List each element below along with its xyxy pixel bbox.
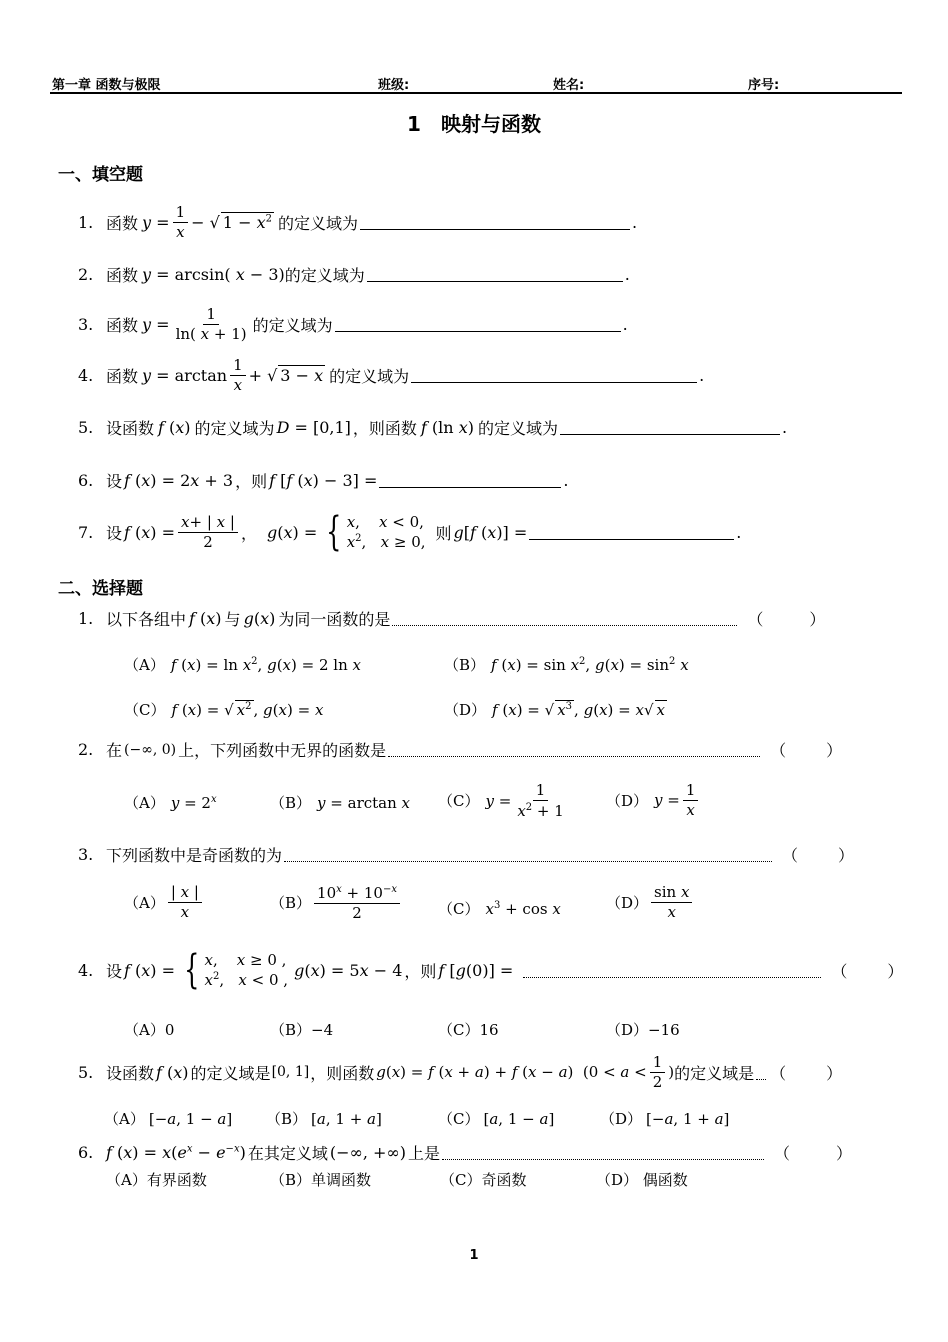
option-a[interactable]: （A） $y = 2^x$ (124, 793, 217, 812)
question-text: 设 (106, 961, 123, 981)
question-number: 1. (78, 212, 94, 232)
option-c[interactable]: （C） y = $\frac{1}{x^2 + 1}$ (438, 781, 564, 820)
question-text: 函数 (106, 213, 139, 233)
option-a[interactable]: （A） [−a, 1 − a] (104, 1109, 233, 1128)
option-d[interactable]: （D） 偶函数 (596, 1171, 688, 1189)
question-text: 上，下列函数中无界的函数是 (178, 741, 387, 760)
answer-leader (442, 1145, 764, 1160)
option-b[interactable]: （B） f $(x) = \sin x^2$, $g(x) = \sin^2 x$ (444, 655, 689, 674)
answer-blank[interactable] (367, 267, 623, 282)
question-text: 的定义域为 (194, 419, 275, 438)
answer-blank[interactable] (360, 215, 630, 230)
option-a[interactable]: （A）有界函数 (106, 1171, 207, 1189)
fill-question-3: 3. 函数 y = $\frac{1}{\ln( x + 1)}$ 的定义域为 . (78, 305, 628, 343)
question-text: 的定义域为 (477, 419, 558, 438)
question-text: ，则函数 (352, 419, 417, 438)
option-c[interactable]: （C） f (x) = √ $x^2$ , g(x) = x (124, 700, 324, 719)
question-text: ，则 (404, 961, 437, 981)
fill-question-1: 1. 函数 y = $\frac{1}{x}$ − √ $1 - x^2$ 的定义域为 . (78, 203, 638, 241)
answer-blank[interactable] (411, 368, 697, 383)
question-number: 5. (78, 418, 94, 437)
section-fill-blank-heading: 一、填空题 (58, 165, 143, 185)
chapter-label: 第一章 函数与极限 (52, 78, 161, 93)
question-number: 6. (78, 471, 94, 490)
question-text: 在其定义域 (247, 1144, 328, 1163)
question-text: 的定义域为 (277, 213, 358, 233)
choice-question-5: 5. 设函数 f (x) 的定义域是 [0, 1] ，则函数 g(x) = f (x + a) + f (x − a) (0 < a < $\frac{1}{2}$ ) 的定义域是 （ ） (78, 1053, 843, 1091)
question-text: 的定义域为 (252, 315, 333, 335)
question-number: 4. (78, 960, 94, 980)
option-a[interactable]: （A）0 (124, 1021, 175, 1039)
choice-question-1: 1. 以下各组中 f (x) 与 g(x) 为同一函数的是 （ ） (78, 609, 826, 629)
fill-question-6: 6. 设 f (x) = 2x + 3 ，则 f [f (x) − 3] = . (78, 471, 569, 491)
option-b[interactable]: （B）单调函数 (270, 1171, 372, 1189)
answer-blank[interactable] (529, 525, 734, 540)
option-d[interactable]: （D） $\frac{\text{sin x}}{x}$ (606, 884, 695, 920)
option-b[interactable]: （B）−4 (270, 1021, 334, 1039)
option-a[interactable]: （A） f $(x) = \ln x^2$, g(x) = 2 ln x (124, 655, 361, 674)
question-text: 下列函数中是奇函数的为 (106, 846, 283, 865)
question-text: 设函数 (106, 1063, 155, 1083)
option-c[interactable]: （C） $x^3 + \cos x$ (438, 899, 561, 918)
question-text: 的定义域是 (190, 1063, 271, 1083)
choice-question-6: 6. f $(x) = x(e^x - e^{-x})$ 在其定义域 (−∞, +∞) 上是 （ ） (78, 1143, 853, 1163)
question-text: 则 (435, 523, 452, 543)
answer-leader (756, 1065, 766, 1080)
question-text: 的定义域为 (284, 266, 365, 285)
question-number: 3. (78, 314, 94, 334)
question-text: 以下各组中 (106, 610, 187, 629)
question-text: 函数 (106, 315, 139, 335)
question-number: 3. (78, 845, 94, 864)
question-number: 5. (78, 1062, 94, 1082)
answer-paren[interactable]: （ ） (773, 1144, 853, 1163)
option-a[interactable]: （A） $\frac{| x |}{x}$ (124, 884, 205, 920)
question-text: ，则 (235, 472, 268, 491)
answer-leader (284, 847, 772, 862)
question-text: 为同一函数的是 (278, 610, 391, 629)
fill-question-4: 4. 函数 y = arctan $\frac{1}{x}$ + √ 3 − x 的定义域为 . (78, 356, 705, 394)
choice-question-4: 4. 设 f (x) = { x, x ≥ 0 , $x^2$, x < 0 , g(x) = 5x − 4 ，则 f [g(0)] = （ ） (78, 947, 904, 994)
answer-paren[interactable]: （ ） (831, 961, 904, 981)
question-number: 6. (78, 1143, 94, 1162)
page-number: 1 (469, 1248, 479, 1263)
question-text: 的定义域是 (674, 1063, 755, 1083)
question-number: 2. (78, 740, 94, 759)
option-d[interactable]: （D） [−a, 1 + a] (600, 1109, 730, 1128)
answer-blank[interactable] (560, 420, 780, 435)
question-text: 设 (106, 523, 123, 543)
answer-blank[interactable] (335, 317, 621, 332)
question-number: 2. (78, 265, 94, 284)
choice-question-2: 2. 在 (−∞, 0) 上，下列函数中无界的函数是 （ ） (78, 740, 843, 760)
header-rule (50, 92, 902, 94)
answer-leader (523, 963, 821, 978)
option-d[interactable]: （D） y = $\frac{1}{x}$ (606, 782, 701, 818)
question-text: 上是 (407, 1144, 440, 1163)
question-text: 的定义域为 (329, 366, 410, 386)
question-text: 设 (106, 472, 123, 491)
option-c[interactable]: （C）奇函数 (440, 1171, 527, 1189)
fill-question-7: 7. 设 f (x) = $\frac{x+ | x |}{2}$ ， g(x) = { x, x < 0, $x^2$, x ≥ 0, 则 g[f (x)] = . (78, 509, 742, 556)
answer-paren[interactable]: （ ） (782, 846, 855, 865)
page-title: 1 映射与函数 (407, 112, 541, 136)
fill-question-2: 2. 函数 y = arcsin( x − 3) 的定义域为 . (78, 265, 630, 285)
question-text: 设函数 (106, 419, 155, 438)
name-label: 姓名: (553, 78, 585, 93)
question-text: 函数 (106, 266, 139, 285)
option-b[interactable]: （B） $\frac{10^x + 10^{-x}}{2}$ (270, 884, 403, 921)
option-c[interactable]: （C） [a, 1 − a] (438, 1109, 555, 1128)
question-number: 1. (78, 609, 94, 628)
option-c[interactable]: （C）16 (438, 1021, 499, 1039)
answer-leader (388, 742, 760, 757)
fill-question-5: 5. 设函数 f (x) 的定义域为 D = [0,1] ，则函数 f (ln x) 的定义域为 . (78, 418, 788, 438)
question-text: 与 (224, 610, 241, 629)
question-text: 函数 (106, 366, 139, 386)
choice-question-3 (78, 843, 854, 866)
question-text: ，则函数 (310, 1063, 375, 1083)
answer-blank[interactable] (379, 473, 561, 488)
answer-leader (392, 611, 737, 626)
answer-paren[interactable]: （ ） (770, 1063, 843, 1083)
option-b[interactable]: （B） y = arctan x (270, 793, 411, 812)
option-b[interactable]: （B） [a, 1 + a] (266, 1109, 382, 1128)
answer-paren[interactable]: （ ） (747, 610, 826, 629)
question-number: 4. (78, 365, 94, 385)
section-multiple-choice-heading: 二、选择题 (58, 579, 143, 599)
seat-label: 序号: (748, 78, 780, 93)
question-text: ， (240, 523, 257, 543)
answer-paren[interactable]: （ ） (770, 741, 843, 760)
option-d[interactable]: （D） f (x) = √ $x^3$ , g(x) = x√ x (444, 700, 665, 719)
option-d[interactable]: （D）−16 (606, 1021, 680, 1039)
question-text: 在 (106, 741, 123, 760)
class-label: 班级: (378, 78, 410, 93)
question-number: 7. (78, 522, 94, 542)
